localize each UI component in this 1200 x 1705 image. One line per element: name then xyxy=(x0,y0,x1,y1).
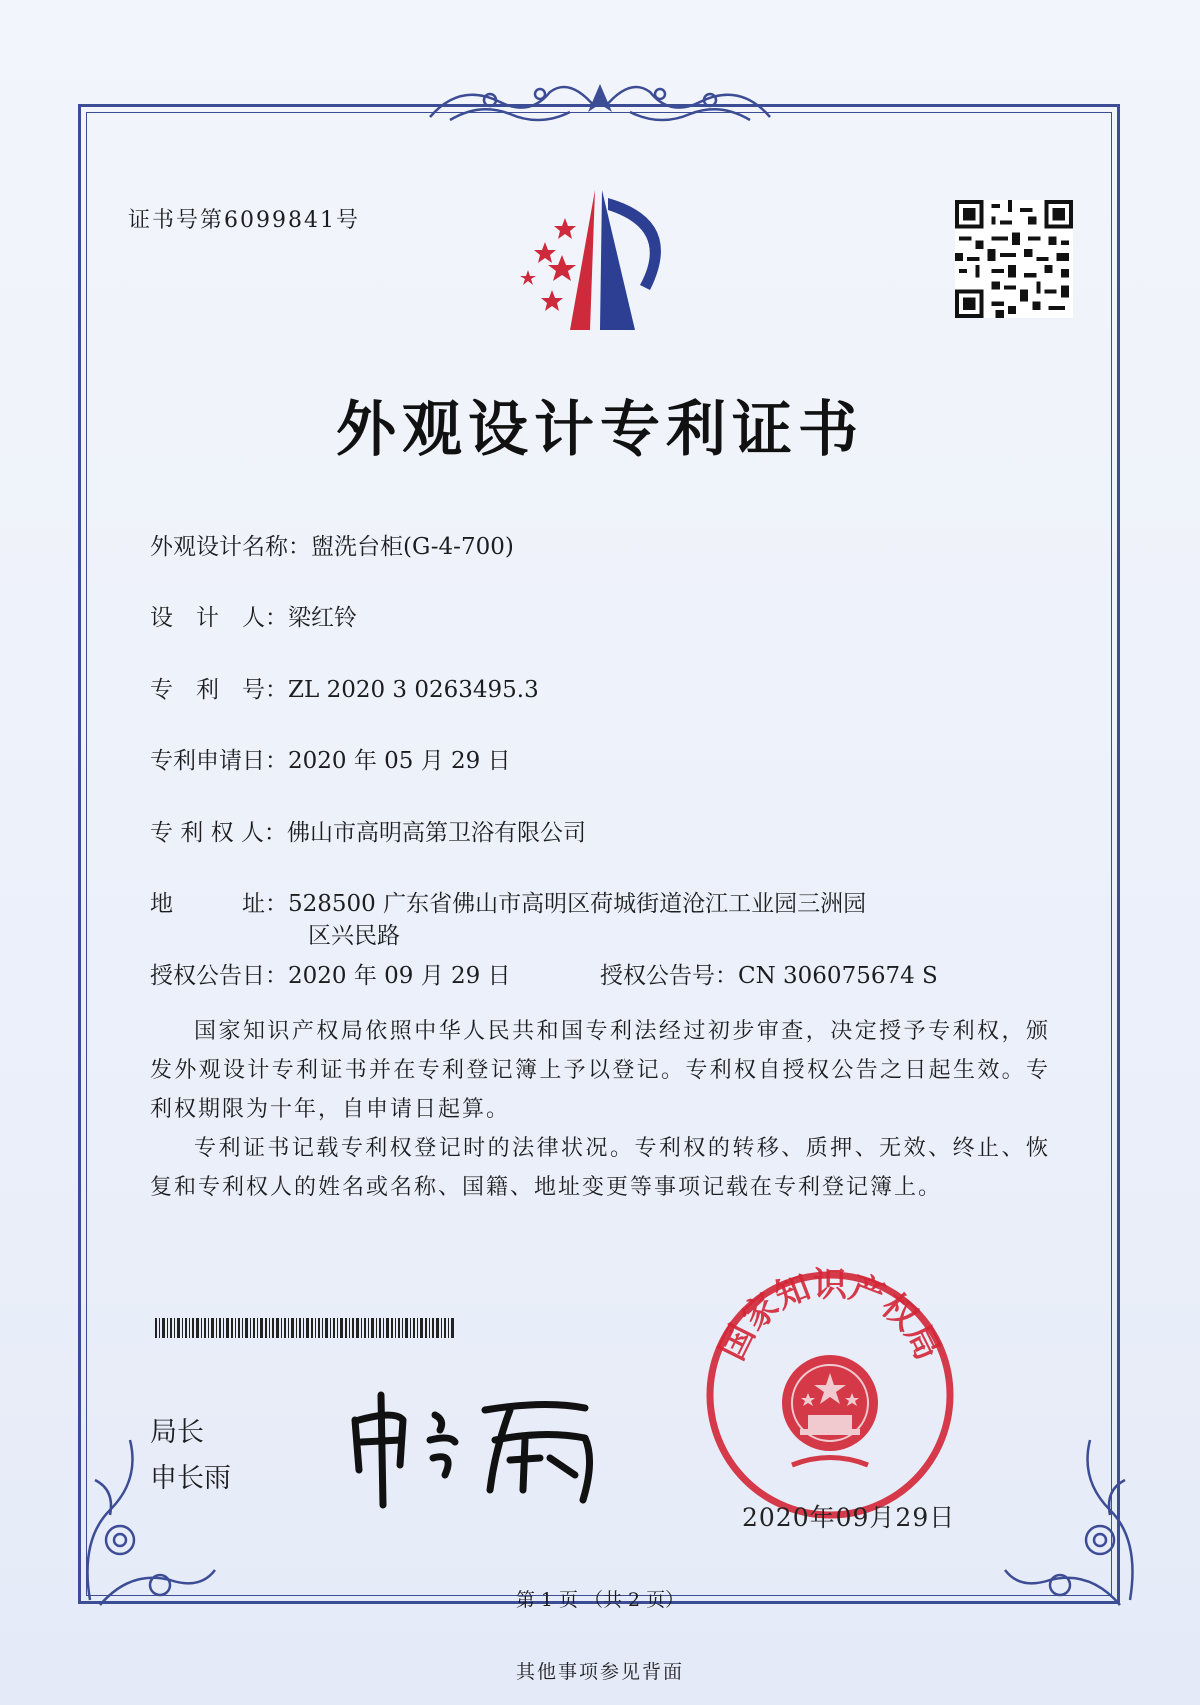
patentee-row xyxy=(150,817,586,849)
grant-number-row xyxy=(600,960,938,992)
barcode-icon xyxy=(155,1318,455,1338)
application-date-row xyxy=(150,745,511,777)
grant-date-row xyxy=(150,960,511,992)
field-label: 外观设计名称： xyxy=(150,534,311,560)
certificate-title: 外观设计专利证书 xyxy=(336,395,864,465)
body-paragraph-1: 国家知识产权局依照中华人民共和国专利法经过初步审查，决定授予专利权，颁发外观设计专利证书并在专利登记簿上予以登记。专利权自授权公告之日起生效。专利权期限为十年，自申请日起算。 xyxy=(150,1019,1050,1122)
grant-date-value: 2020 年 09 月 29 日 xyxy=(288,963,511,989)
director-title: 局长 xyxy=(150,1417,204,1448)
patent-number-value: ZL 2020 3 0263495.3 xyxy=(288,677,539,703)
seal-text: 国家知识产权局 xyxy=(712,1265,948,1367)
field-label: 设 计 人： xyxy=(150,605,288,631)
director-block xyxy=(150,1410,231,1502)
body-paragraph-2: 专利证书记载专利权登记时的法律状况。专利权的转移、质押、无效、终止、恢复和专利权人的姓名或名称、国籍、地址变更等事项记载在专利登记簿上。 xyxy=(150,1136,1050,1200)
address-value: 528500 广东省佛山市高明区荷城街道沧江工业园三洲园 xyxy=(288,891,867,917)
grant-number-value: CN 306075674 S xyxy=(738,963,938,989)
patent-number-row xyxy=(150,674,539,706)
designer-value: 梁红铃 xyxy=(288,605,357,631)
address-value-line2: 区兴民路 xyxy=(308,923,400,949)
page-indicator: 第 1 页 （共 2 页） xyxy=(515,1589,685,1611)
cnipa-emblem-icon xyxy=(510,190,690,340)
field-label: 授权公告日： xyxy=(150,963,288,989)
director-signature-icon xyxy=(345,1380,605,1510)
certificate-number: 证书号第6099841号 xyxy=(128,208,360,233)
design-name-value: 盥洗台柜(G-4-700) xyxy=(311,534,514,560)
application-date-value: 2020 年 05 月 29 日 xyxy=(288,748,511,774)
patentee-value: 佛山市高明高第卫浴有限公司 xyxy=(286,820,586,846)
address-row xyxy=(150,888,866,920)
director-name: 申长雨 xyxy=(150,1463,231,1494)
field-label: 授权公告号： xyxy=(600,963,738,989)
top-ornament-icon xyxy=(420,72,780,132)
field-label: 专 利 权 人： xyxy=(150,820,287,846)
seal-date: 2020年09月29日 xyxy=(742,1503,956,1532)
footer-note: 其他事项参见背面 xyxy=(515,1661,684,1683)
designer-row xyxy=(150,602,357,634)
field-label: 专 利 号： xyxy=(150,677,288,703)
svg-text:国家知识产权局 xyxy=(712,1265,947,1366)
body-text xyxy=(150,1012,1050,1207)
field-label: 地 址： xyxy=(150,891,288,917)
qr-code-icon[interactable] xyxy=(955,200,1073,318)
official-seal-icon xyxy=(700,1265,960,1525)
address-row-cont xyxy=(308,920,400,952)
design-name-row xyxy=(150,531,514,563)
field-label: 专利申请日： xyxy=(150,748,288,774)
